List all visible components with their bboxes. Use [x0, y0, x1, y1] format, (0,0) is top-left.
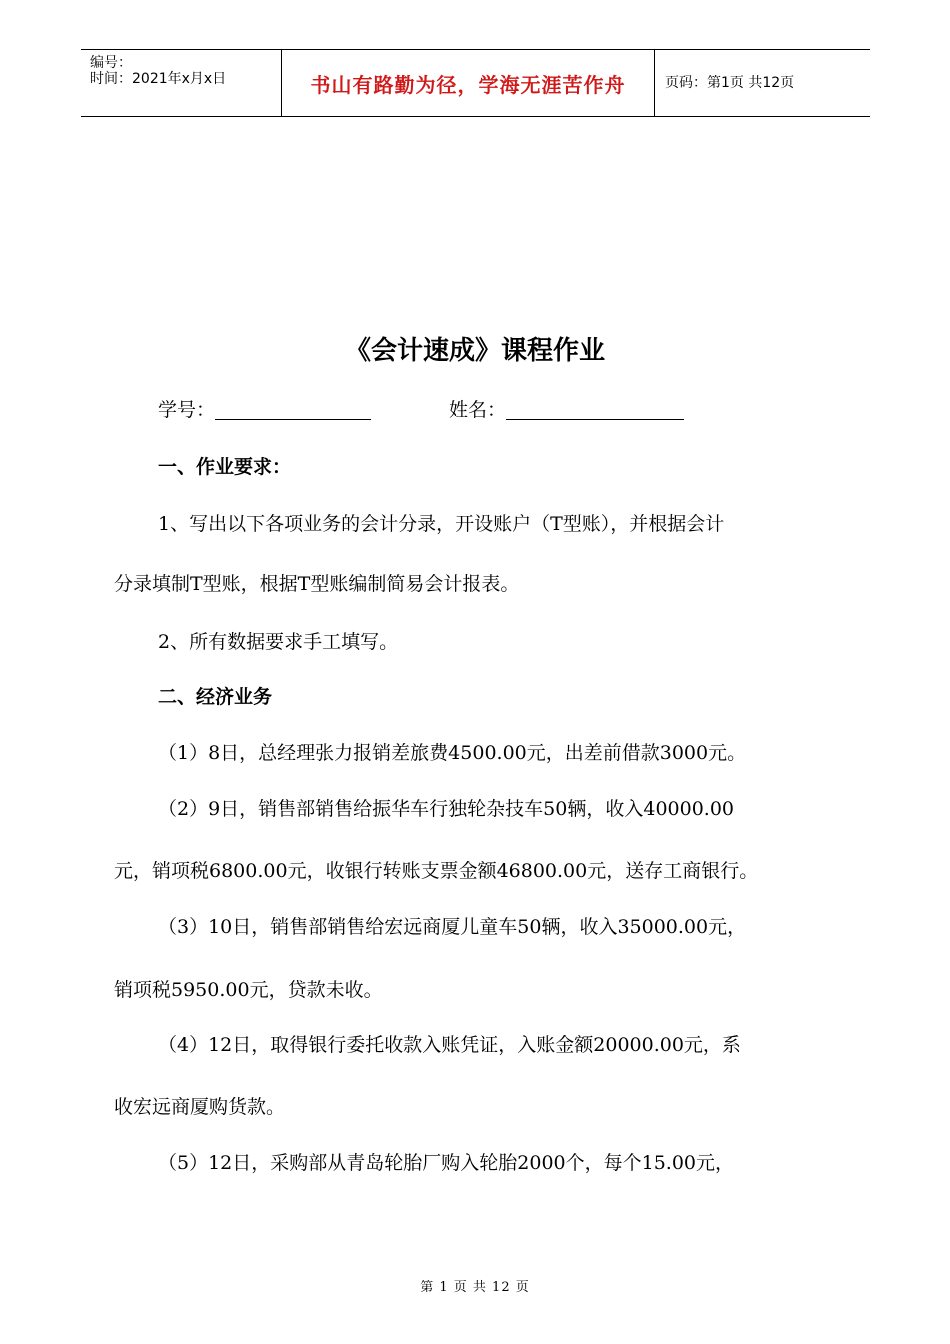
- section-heading-requirements: 一、作业要求：: [158, 456, 292, 478]
- motto-text: 书山有路勤为径，学海无涯苦作舟: [310, 72, 626, 97]
- name-label: 姓名：: [449, 399, 507, 421]
- business-item: （2）9日，销售部销售给振华车行独轮杂技车50辆，收入40000.00: [158, 798, 735, 820]
- student-id-label: 学号：: [158, 399, 216, 421]
- student-id-blank: [215, 400, 371, 420]
- business-item-continued: 销项税5950.00元，贷款未收。: [114, 979, 383, 1001]
- student-id-field: [158, 398, 371, 422]
- business-item-continued: 收宏远商厦购货款。: [114, 1096, 286, 1118]
- header-page-cell: [655, 50, 870, 116]
- document-number-label: 编号：: [90, 55, 132, 71]
- document-date: 时间：2021年x月x日: [90, 71, 227, 87]
- page-code: 页码：第1页 共12页: [665, 74, 795, 91]
- header-meta-cell: [81, 50, 281, 116]
- page-header: [81, 49, 870, 117]
- paragraph-line: 分录填制T型账，根据T型账编制简易会计报表。: [114, 573, 520, 595]
- document-title: 《会计速成》课程作业: [344, 336, 605, 366]
- paragraph-line: 1、写出以下各项业务的会计分录，开设账户（T型账），并根据会计: [158, 513, 725, 535]
- paragraph-line: 2、所有数据要求手工填写。: [158, 631, 399, 653]
- business-item-continued: 元，销项税6800.00元，收银行转账支票金额46800.00元，送存工商银行。: [114, 860, 759, 882]
- header-motto-cell: [281, 50, 655, 116]
- name-field: [449, 398, 684, 422]
- name-blank: [506, 400, 684, 420]
- business-item: （1）8日，总经理张力报销差旅费4500.00元，出差前借款3000元。: [158, 742, 747, 764]
- business-item: （4）12日，取得银行委托收款入账凭证，入账金额20000.00元，系: [158, 1034, 741, 1056]
- section-heading-business: 二、经济业务: [158, 686, 273, 708]
- business-item: （3）10日，销售部销售给宏远商厦儿童车50辆，收入35000.00元，: [158, 916, 747, 938]
- page-footer: 第 1 页 共 12 页: [420, 1280, 530, 1295]
- business-item: （5）12日，采购部从青岛轮胎厂购入轮胎2000个，每个15.00元，: [158, 1152, 735, 1174]
